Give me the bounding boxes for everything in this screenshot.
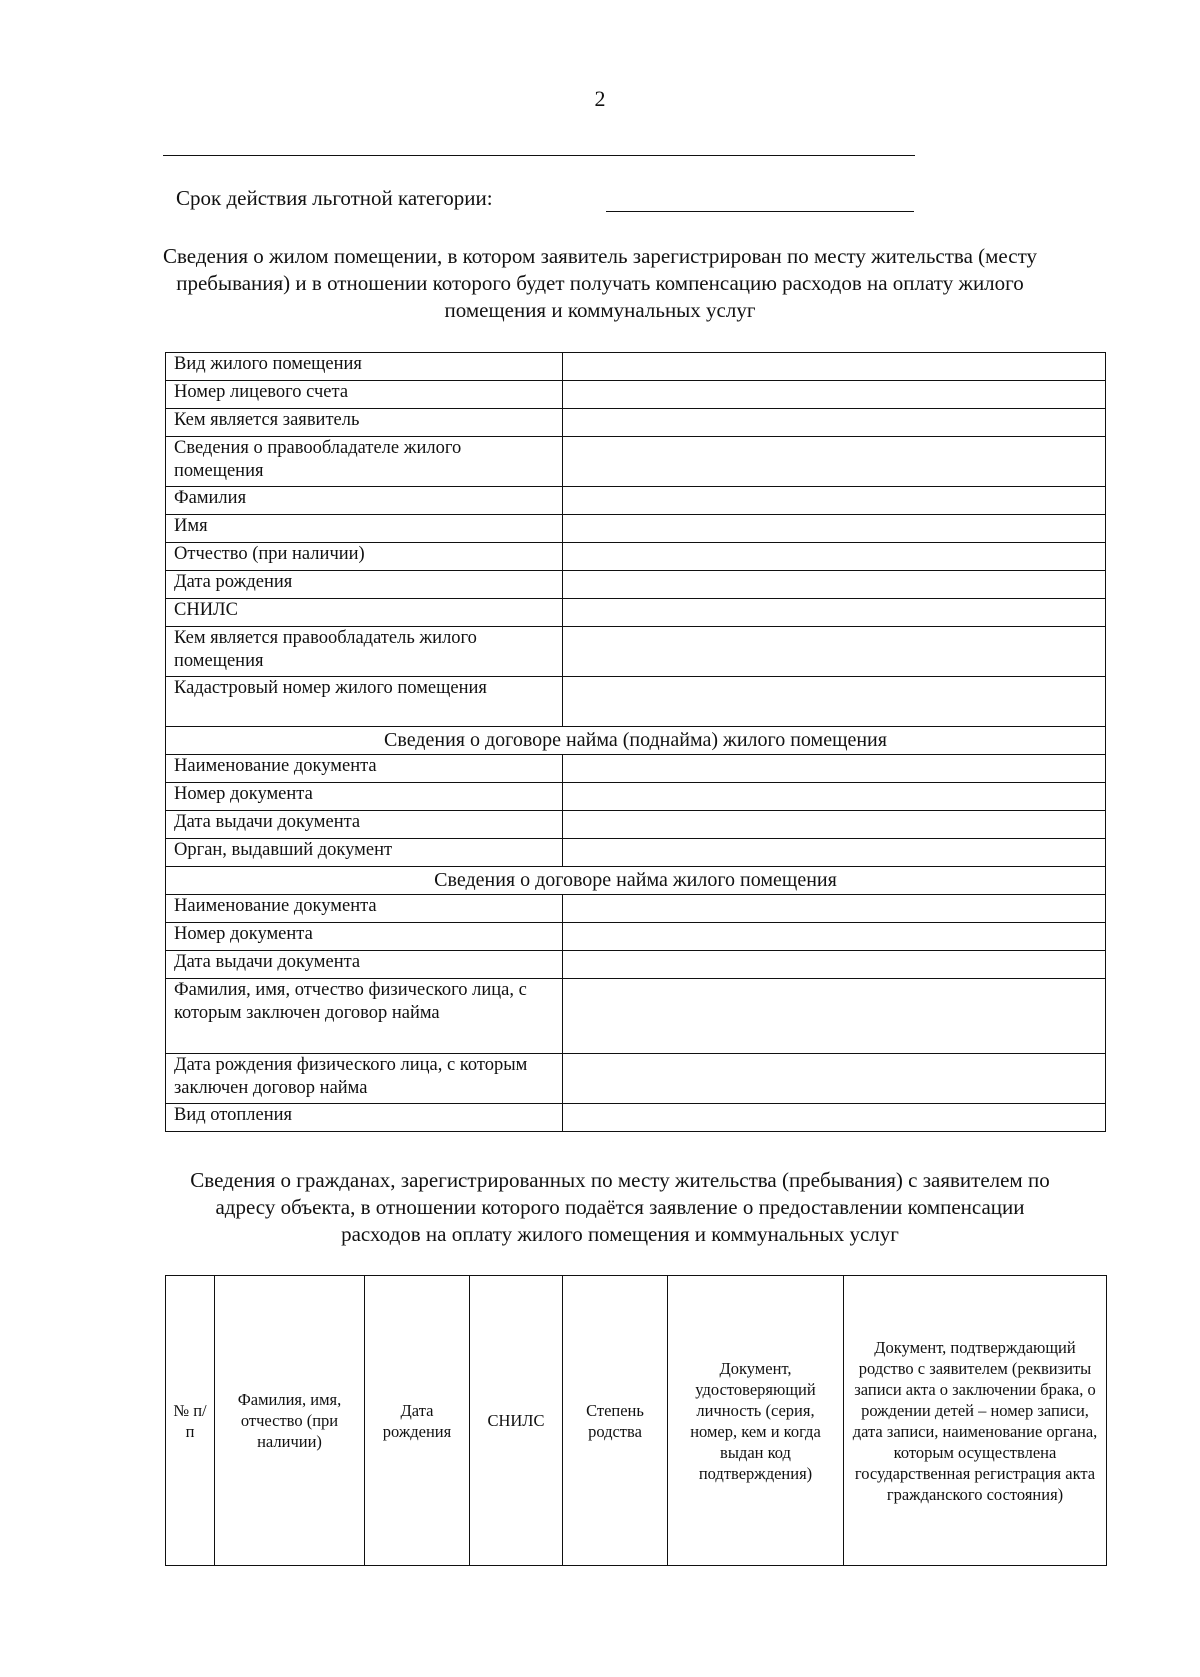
header-identity-document: Документ, удостоверяющий личность (серия, номер, кем и когда выдан код подтверждения) [668, 1276, 844, 1566]
row-label: Номер документа [166, 783, 563, 811]
row-label: Фамилия, имя, отчество физического лица, с которым заключен договор найма [166, 979, 563, 1054]
table-row [166, 627, 1106, 677]
row-value-field[interactable] [563, 979, 1106, 1054]
table-row [166, 599, 1106, 627]
page-number: 2 [594, 86, 606, 111]
row-label: Кадастровый номер жилого помещения [166, 677, 563, 727]
table-row [166, 487, 1106, 515]
row-value-field[interactable] [563, 599, 1106, 627]
table-row [166, 381, 1106, 409]
housing-heading: Сведения о жилом помещении, в котором заявитель зарегистрирован по месту жительства (месту пребывания) и в отношении которого будет получать компенсацию расходов на оплату жилого помещения и коммунальных услуг [163, 244, 1037, 322]
row-label: Отчество (при наличии) [166, 543, 563, 571]
table-row [166, 571, 1106, 599]
row-value-field[interactable] [563, 677, 1106, 727]
table-row [166, 839, 1106, 867]
housing-table [165, 352, 1106, 1132]
row-value-field[interactable] [563, 487, 1106, 515]
row-value-field[interactable] [563, 515, 1106, 543]
table-row [166, 409, 1106, 437]
row-label: Дата выдачи документа [166, 951, 563, 979]
table-row [166, 515, 1106, 543]
row-value-field[interactable] [563, 1054, 1106, 1104]
header-kinship-document: Документ, подтверждающий родство с заявителем (реквизиты записи акта о заключении брака, о рождении детей – номер записи, дата записи, наименование органа, которым осуществлена государственная регистрация акта гражданского состояния) [844, 1276, 1107, 1566]
row-label: Орган, выдавший документ [166, 839, 563, 867]
section-row-sublease [166, 727, 1106, 755]
citizens-heading: Сведения о гражданах, зарегистрированных по месту жительства (пребывания) с заявителем по адресу объекта, в отношении которого подаётся заявление о предоставлении компенсации расходов на оплату жилого помещения и коммунальных услуг [190, 1168, 1050, 1246]
table-row [166, 755, 1106, 783]
row-label: Вид жилого помещения [166, 353, 563, 381]
top-divider-line [163, 155, 915, 156]
row-value-field[interactable] [563, 839, 1106, 867]
row-value-field[interactable] [563, 755, 1106, 783]
row-value-field[interactable] [563, 627, 1106, 677]
header-birth-date: Дата рождения [365, 1276, 470, 1566]
table-row [166, 1054, 1106, 1104]
benefit-term-field[interactable] [606, 211, 914, 212]
row-label: Дата выдачи документа [166, 811, 563, 839]
benefit-term-label: Срок действия льготной категории: [176, 186, 493, 210]
row-value-field[interactable] [563, 353, 1106, 381]
header-kinship: Степень родства [563, 1276, 668, 1566]
row-label: СНИЛС [166, 599, 563, 627]
table-row [166, 353, 1106, 381]
row-value-field[interactable] [563, 951, 1106, 979]
row-label: Кем является правообладатель жилого помещения [166, 627, 563, 677]
row-label: Вид отопления [166, 1104, 563, 1132]
header-number: № п/п [166, 1276, 215, 1566]
row-label: Сведения о правообладателе жилого помещения [166, 437, 563, 487]
row-value-field[interactable] [563, 409, 1106, 437]
table-row [166, 437, 1106, 487]
table-row [166, 677, 1106, 727]
row-label: Кем является заявитель [166, 409, 563, 437]
row-label: Имя [166, 515, 563, 543]
section-row-lease [166, 867, 1106, 895]
row-value-field[interactable] [563, 923, 1106, 951]
table-row [166, 1104, 1106, 1132]
row-value-field[interactable] [563, 783, 1106, 811]
row-label: Номер документа [166, 923, 563, 951]
table-row [166, 895, 1106, 923]
row-label: Наименование документа [166, 895, 563, 923]
citizens-header-row [166, 1276, 1107, 1566]
row-label: Наименование документа [166, 755, 563, 783]
row-value-field[interactable] [563, 811, 1106, 839]
table-row [166, 811, 1106, 839]
row-label: Дата рождения [166, 571, 563, 599]
citizens-table [165, 1275, 1107, 1566]
table-row [166, 951, 1106, 979]
row-label: Дата рождения физического лица, с которым заключен договор найма [166, 1054, 563, 1104]
row-value-field[interactable] [563, 571, 1106, 599]
row-value-field[interactable] [563, 1104, 1106, 1132]
header-full-name: Фамилия, имя, отчество (при наличии) [215, 1276, 365, 1566]
table-row [166, 979, 1106, 1054]
row-value-field[interactable] [563, 381, 1106, 409]
header-snils: СНИЛС [470, 1276, 563, 1566]
row-value-field[interactable] [563, 437, 1106, 487]
row-label: Фамилия [166, 487, 563, 515]
table-row [166, 783, 1106, 811]
row-label: Номер лицевого счета [166, 381, 563, 409]
section-title: Сведения о договоре найма жилого помещения [166, 867, 1106, 895]
row-value-field[interactable] [563, 543, 1106, 571]
table-row [166, 923, 1106, 951]
row-value-field[interactable] [563, 895, 1106, 923]
section-title: Сведения о договоре найма (поднайма) жилого помещения [166, 727, 1106, 755]
table-row [166, 543, 1106, 571]
